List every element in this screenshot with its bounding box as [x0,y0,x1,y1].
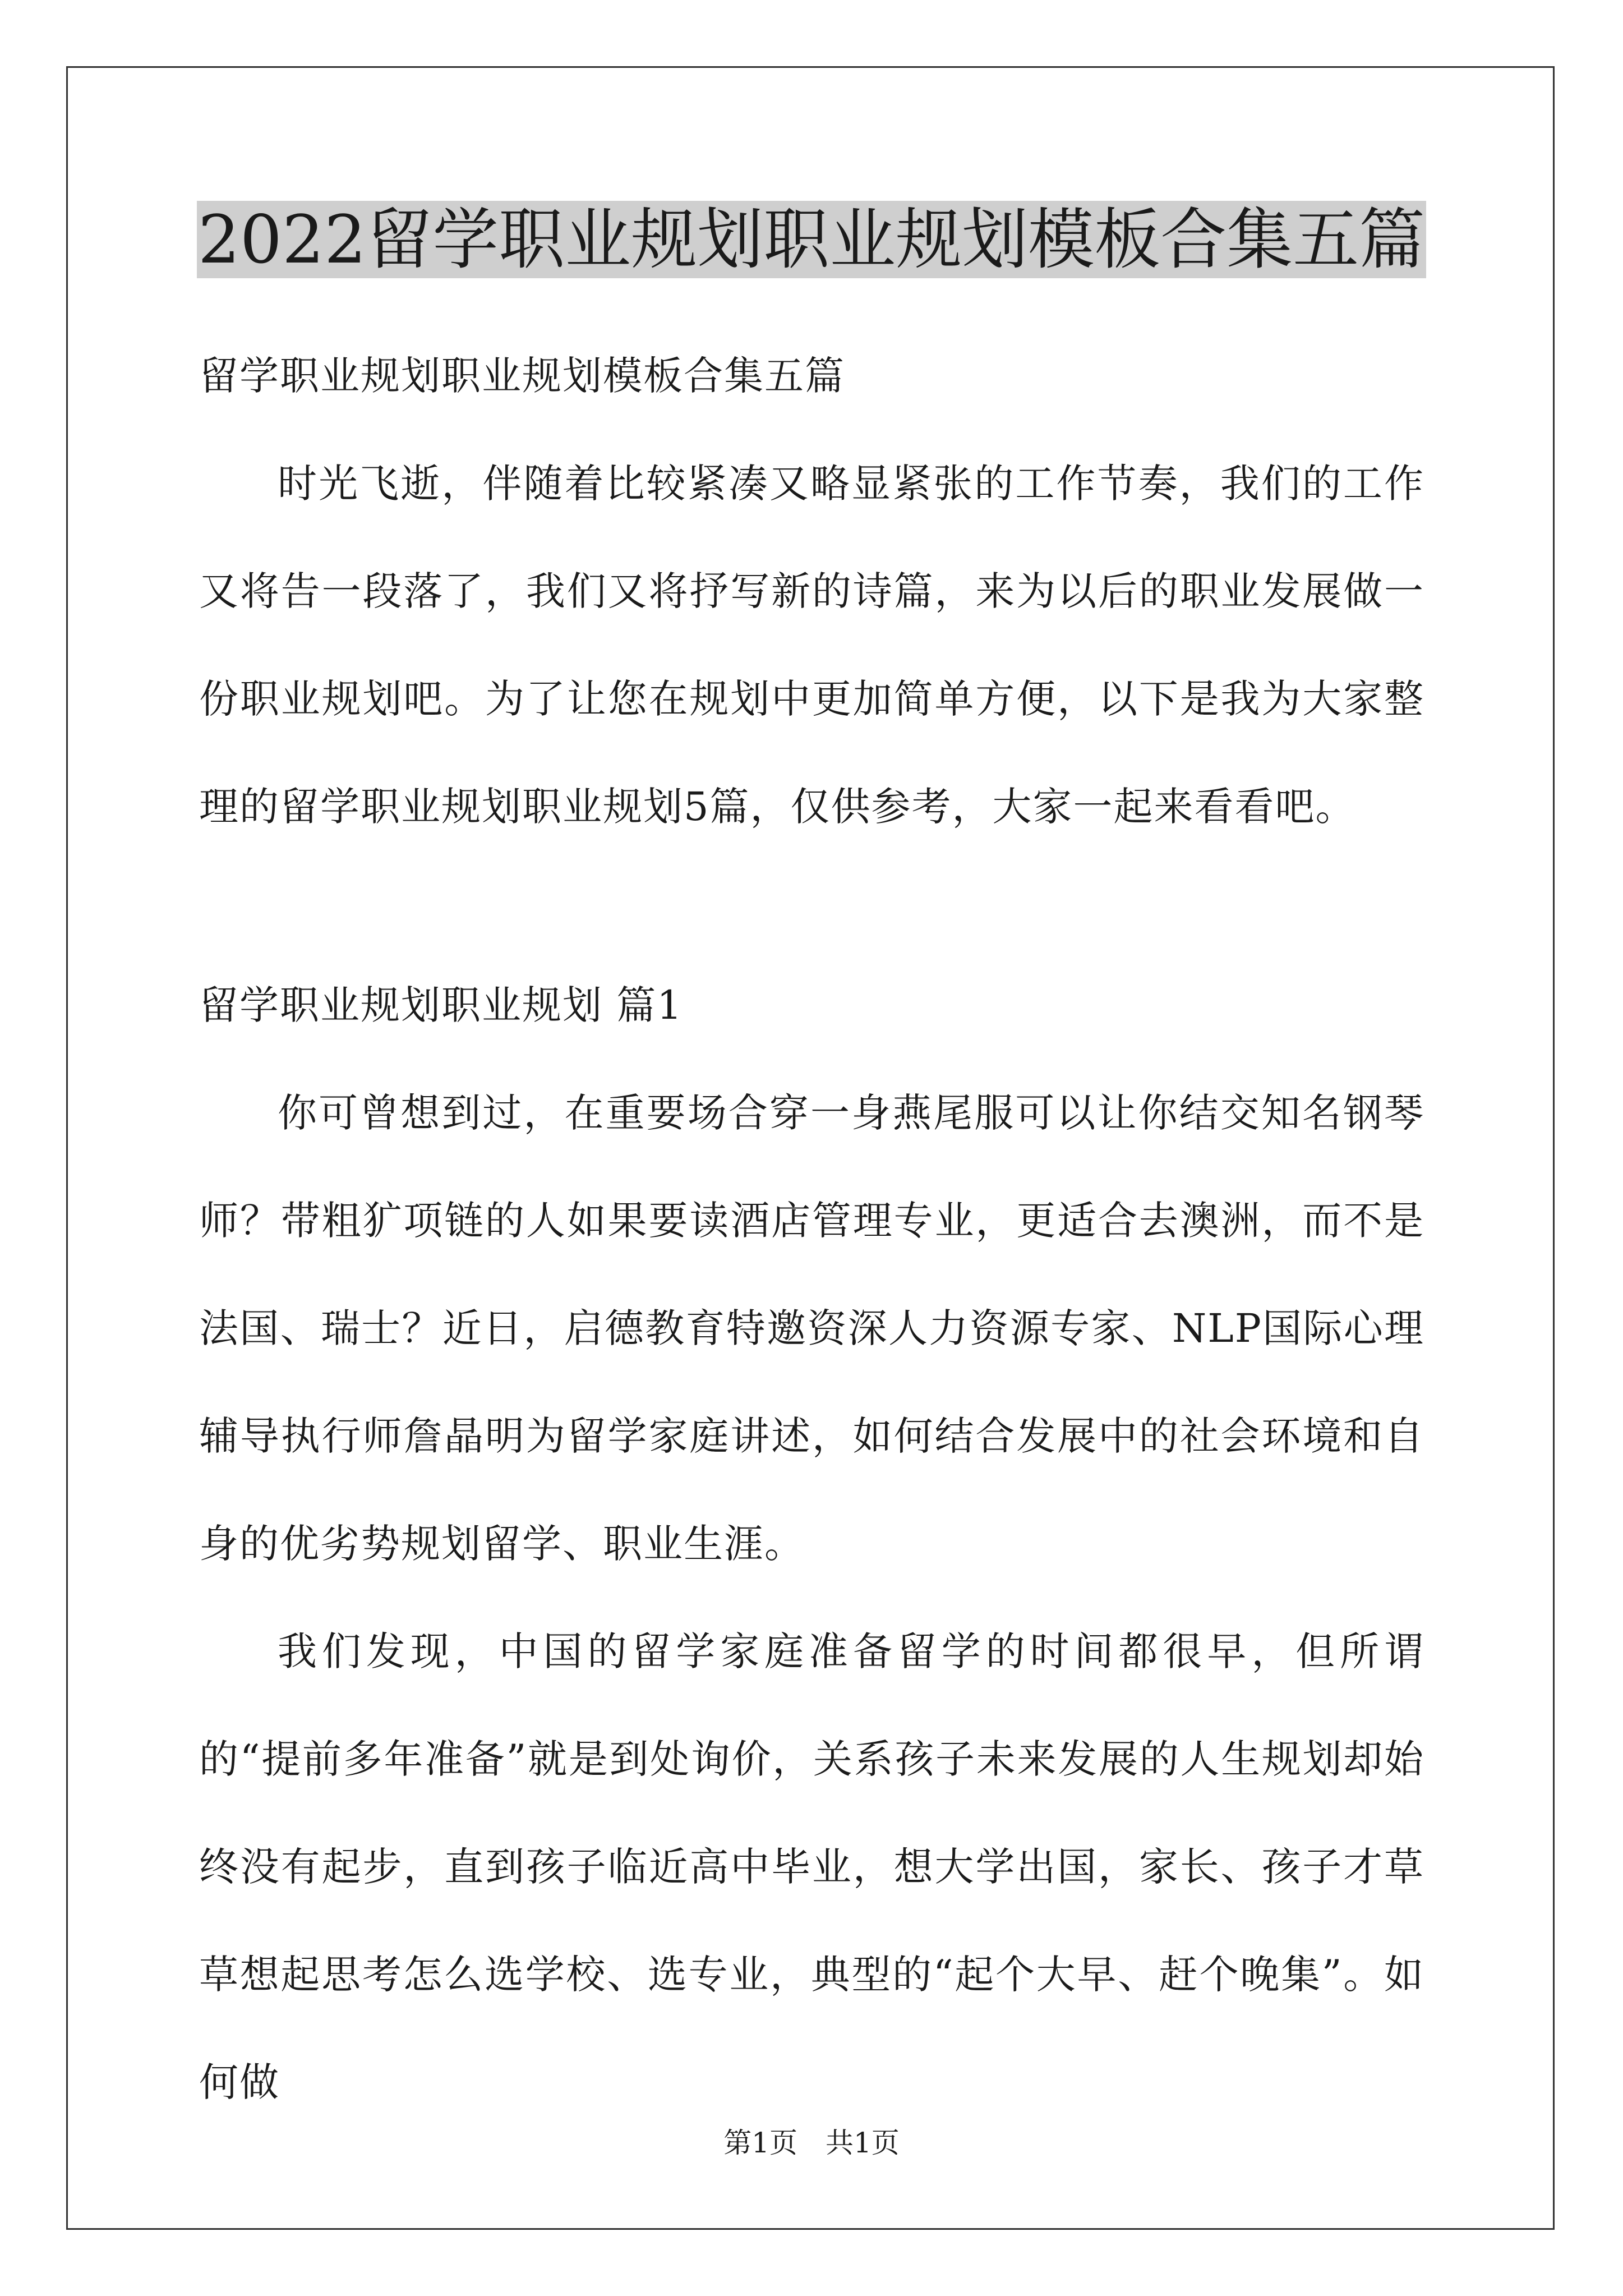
section-heading [199,951,1424,1059]
document-title [0,197,1623,282]
section-heading-text: 留学职业规划职业规划 篇1 [199,982,683,1028]
section-body [199,1059,1424,2136]
intro-section [199,430,1424,861]
document-subtitle [199,322,1424,430]
subtitle-text: 留学职业规划职业规划模板合集五篇 [199,353,845,399]
intro-paragraph: 时光飞逝，伴随着比较紧凑又略显紧张的工作节奏，我们的工作又将告一段落了，我们又将抒写新的诗篇，来为以后的职业发展做一份职业规划吧。为了让您在规划中更加简单方便，以下是我为大家整理的留学职业规划职业规划5篇，仅供参考，大家一起来看看吧。 [199,461,1424,830]
document-title-text: 2022留学职业规划职业规划模板合集五篇 [197,201,1426,278]
body-paragraph-1: 你可曾想到过，在重要场合穿一身燕尾服可以让你结交知名钢琴师？带粗犷项链的人如果要读酒店管理专业，更适合去澳洲，而不是法国、瑞士？近日，启德教育特邀资深人力资源专家、NLP国际心理辅导执行师詹晶明为留学家庭讲述，如何结合发展中的社会环境和自身的优劣势规划留学、职业生涯。 [199,1090,1424,1567]
body-paragraph-2: 我们发现，中国的留学家庭准备留学的时间都很早，但所谓的“提前多年准备”就是到处询价，关系孩子未来发展的人生规划却始终没有起步，直到孩子临近高中毕业，想大学出国，家长、孩子才草草想起思考怎么选学校、选专业，典型的“起个大早、赶个晚集”。如何做 [199,1628,1424,2105]
page-footer: 第1页 共1页 [723,2127,900,2159]
